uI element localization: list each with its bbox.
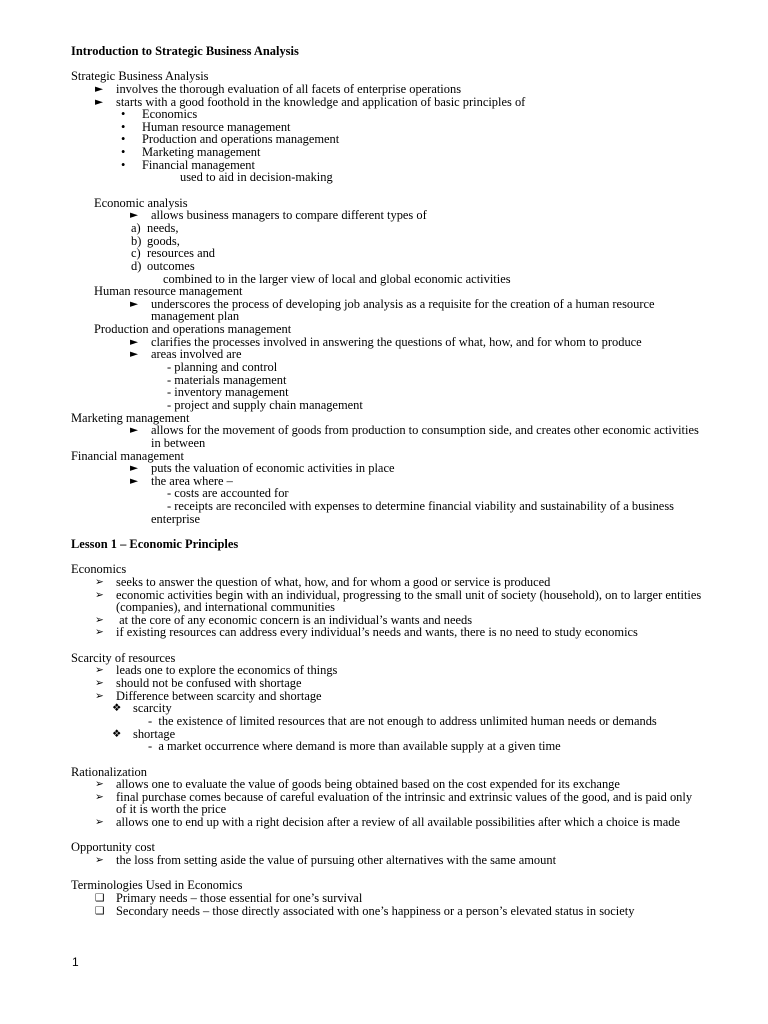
list-item-text: of it is worth the price (116, 802, 227, 817)
list-item (0, 576, 768, 589)
list-item (0, 146, 768, 159)
item-label: a) (131, 220, 141, 235)
dash-item-text: enterprise (151, 511, 201, 526)
list-item-text: the area where – (151, 473, 233, 488)
dash-item-text: - receipts are reconciled with expenses to determine financial viability and sustainability of a business (167, 499, 675, 514)
definition-text: - a market occurrence where demand is more than available supply at a given time (148, 739, 561, 754)
pointer-bullet-icon: ► (130, 209, 139, 222)
list-item-text: allows one to evaluate the value of goods being obtained based on the cost expended for its exchange (116, 777, 620, 792)
list-item-text: economic activities begin with an individual, progressing to the small unit of society (household), on to larger entities (116, 587, 702, 602)
dash-item (0, 374, 768, 387)
list-item-text: if existing resources can address every individual’s needs and wants, there is no need to study economics (116, 625, 638, 640)
section-heading: Rationalization (71, 764, 147, 779)
section-heading-line (0, 563, 768, 576)
list-item-text: the loss from setting aside the value of pursuing other alternatives with the same amount (116, 853, 557, 867)
list-item-text: Secondary needs – those directly associated with one’s happiness or a person’s elevated status in society (116, 903, 635, 918)
section-heading: Scarcity of resources (71, 650, 176, 665)
list-item (0, 336, 768, 349)
list-item-text: Primary needs – those essential for one’s survival (116, 890, 363, 905)
list-item-text: underscores the process of developing job analysis as a requisite for the creation of a human resource (151, 296, 655, 311)
item-text: needs, (147, 220, 179, 235)
list-item-text: management plan (151, 309, 240, 324)
dash-item-text: - inventory management (167, 385, 289, 400)
list-item-text: areas involved are (151, 347, 242, 362)
dash-item-text: - materials management (167, 372, 287, 387)
pointer-bullet-icon: ► (130, 348, 139, 361)
lettered-item (0, 235, 768, 248)
note-text: combined to in the larger view of local and global economic activities (163, 271, 511, 286)
list-item (0, 677, 768, 690)
list-item (0, 854, 768, 867)
square-bullet-icon: ❑ (95, 904, 105, 917)
list-item-text: in between (151, 435, 206, 450)
lettered-item (0, 222, 768, 235)
dot-bullet-icon: • (121, 145, 126, 160)
list-item-text: allows business managers to compare different types of (151, 208, 427, 223)
list-item-text: Difference between scarcity and shortage (116, 688, 322, 703)
dash-item-continuation (0, 513, 768, 526)
list-item (0, 892, 768, 905)
diamond-bullet-icon: ❖ (112, 727, 122, 740)
list-item-text: should not be confused with shortage (116, 676, 302, 691)
list-item (0, 209, 768, 222)
lesson-title-line (0, 538, 768, 551)
diamond-bullet-icon: ❖ (112, 702, 122, 715)
dash-item (0, 386, 768, 399)
document-title-line (0, 45, 768, 58)
note-text: used to aid in decision-making (180, 170, 333, 185)
list-item (0, 348, 768, 361)
section-heading: Economics (71, 562, 127, 577)
list-item-text: final purchase comes because of careful evaluation of the intrinsic and extrinsic values of the good, and is paid only (116, 789, 693, 804)
list-item-text: allows one to end up with a right decision after a review of all available possibilities after which a choice is made (116, 815, 680, 830)
item-text: outcomes (147, 258, 195, 273)
list-item (0, 96, 768, 109)
dash-item-text: - planning and control (167, 360, 278, 375)
lettered-item (0, 247, 768, 260)
subsection-heading: Economic analysis (94, 195, 188, 210)
pointer-bullet-icon: ► (95, 82, 104, 95)
subsection-heading-line (0, 285, 768, 298)
dash-item (0, 361, 768, 374)
list-item-text: allows for the movement of goods from production to consumption side, and creates other economic activities (151, 423, 699, 438)
list-item (0, 424, 768, 437)
dot-bullet-icon: • (121, 119, 126, 134)
list-item-text: Marketing management (142, 145, 261, 160)
list-item-text: Production and operations management (142, 132, 340, 147)
definition-text: - the existence of limited resources that are not enough to address unlimited human needs or demands (148, 713, 657, 728)
list-item-text: puts the valuation of economic activities in place (151, 461, 395, 476)
spacer (0, 184, 768, 197)
dash-item (0, 500, 768, 513)
section-heading: Opportunity cost (71, 840, 155, 855)
item-label: c) (131, 246, 141, 261)
arrowhead-bullet-icon: ➢ (95, 816, 104, 829)
subsection-heading: Marketing management (71, 410, 190, 425)
dot-bullet-icon: • (121, 132, 126, 147)
spacer (0, 753, 768, 766)
list-item-continuation (0, 437, 768, 450)
document-title: Introduction to Strategic Business Analysis (71, 44, 299, 58)
square-bullet-icon: ❑ (95, 891, 105, 904)
list-item-text: (companies), and international communities (116, 600, 335, 615)
term-definition (0, 740, 768, 753)
arrowhead-bullet-icon: ➢ (95, 778, 104, 791)
list-item (0, 905, 768, 918)
pointer-bullet-icon: ► (130, 335, 139, 348)
dot-bullet-icon: • (121, 157, 126, 172)
list-item (0, 626, 768, 639)
list-item (0, 108, 768, 121)
list-item-text: clarifies the processes involved in answering the questions of what, how, and for whom to produce (151, 334, 642, 349)
arrowhead-bullet-icon: ➢ (95, 626, 104, 639)
dash-item-text: - project and supply chain management (167, 397, 363, 412)
list-item (0, 462, 768, 475)
subsection-heading-line (0, 323, 768, 336)
list-item (0, 298, 768, 311)
term-text: scarcity (133, 701, 172, 716)
item-text: resources and (147, 246, 216, 261)
lettered-item (0, 260, 768, 273)
list-item-text: Economics (142, 107, 198, 122)
arrowhead-bullet-icon: ➢ (95, 613, 104, 626)
term-definition (0, 715, 768, 728)
list-item-text: starts with a good foothold in the knowledge and application of basic principles of (116, 94, 526, 109)
list-item (0, 159, 768, 172)
dash-item-text: - costs are accounted for (167, 486, 289, 501)
subsection-heading: Human resource management (94, 284, 243, 299)
list-item-text: Financial management (142, 157, 255, 172)
section-heading: Terminologies Used in Economics (71, 878, 243, 893)
item-text: goods, (147, 233, 180, 248)
term-text: shortage (133, 726, 176, 741)
arrowhead-bullet-icon: ➢ (95, 664, 104, 677)
list-item (0, 133, 768, 146)
item-label: d) (131, 258, 142, 273)
arrowhead-bullet-icon: ➢ (95, 588, 104, 601)
pointer-bullet-icon: ► (130, 462, 139, 475)
list-item (0, 121, 768, 134)
pointer-bullet-icon: ► (95, 95, 104, 108)
arrowhead-bullet-icon: ➢ (95, 677, 104, 690)
note-line (0, 171, 768, 184)
list-item-text: Human resource management (142, 119, 291, 134)
list-item-text: leads one to explore the economics of things (116, 663, 338, 678)
arrowhead-bullet-icon: ➢ (95, 689, 104, 702)
list-item (0, 475, 768, 488)
lesson-title: Lesson 1 – Economic Principles (71, 536, 239, 551)
list-item (0, 778, 768, 791)
subsection-heading: Financial management (71, 448, 184, 463)
list-item (0, 816, 768, 829)
section-heading: Strategic Business Analysis (71, 69, 209, 84)
spacer (0, 639, 768, 652)
list-item-text: at the core of any economic concern is an individual’s wants and needs (116, 612, 473, 627)
list-item (0, 83, 768, 96)
pointer-bullet-icon: ► (130, 297, 139, 310)
dash-item (0, 399, 768, 412)
arrowhead-bullet-icon: ➢ (95, 575, 104, 588)
list-item-continuation (0, 601, 768, 614)
arrowhead-bullet-icon: ➢ (95, 790, 104, 803)
list-item-text: seeks to answer the question of what, how, and for whom a good or service is produced (116, 574, 551, 589)
arrowhead-bullet-icon: ➢ (95, 854, 104, 866)
pointer-bullet-icon: ► (130, 474, 139, 487)
pointer-bullet-icon: ► (130, 424, 139, 437)
list-item-text: involves the thorough evaluation of all facets of enterprise operations (116, 81, 462, 96)
item-label: b) (131, 233, 142, 248)
page-number: 1 (72, 955, 79, 969)
dot-bullet-icon: • (121, 107, 126, 122)
subsection-heading: Production and operations management (94, 322, 292, 337)
list-item (0, 690, 768, 703)
